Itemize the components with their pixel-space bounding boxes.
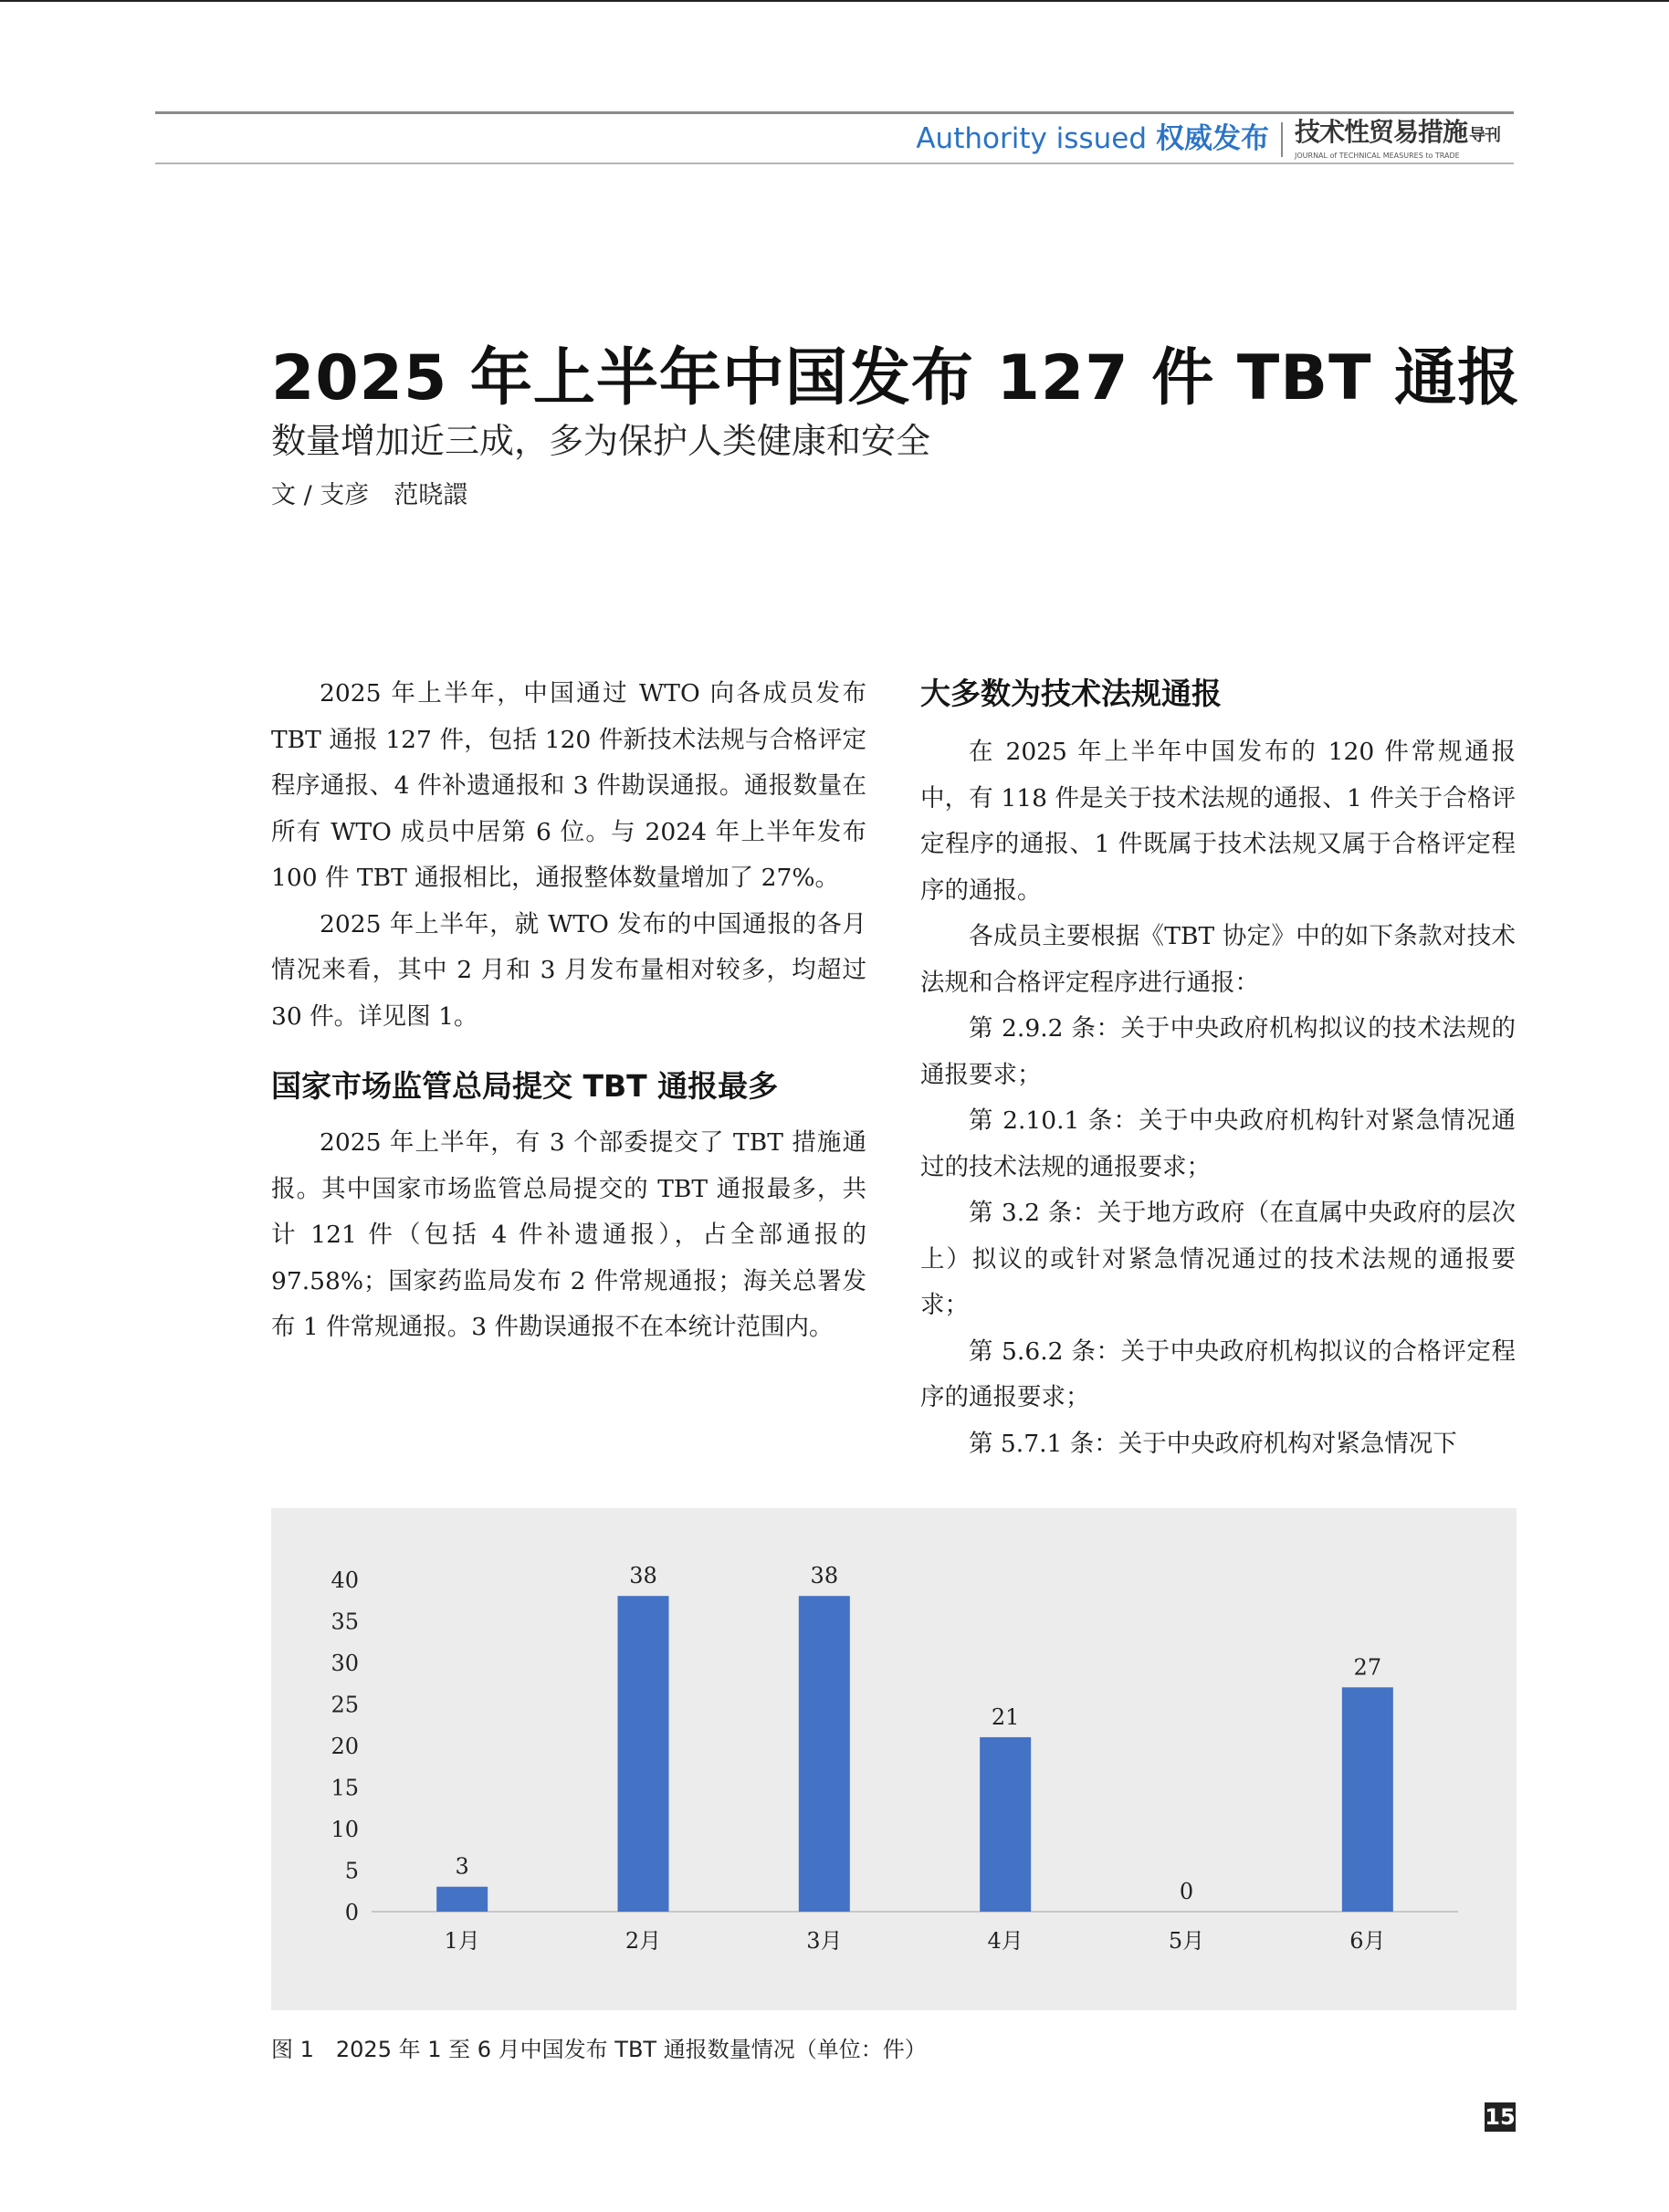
- y-tick-label: 25: [331, 1692, 359, 1718]
- figure-chart: [271, 1508, 1517, 2010]
- header-rule-secondary: [155, 162, 1514, 164]
- y-tick-label: 5: [344, 1858, 359, 1884]
- paragraph: 第 3.2 条：关于地方政府（在直属中央政府的层次上）拟议的或针对紧急情况通过的技术法规的通报要求；: [920, 1199, 1516, 1319]
- y-tick-label: 40: [331, 1567, 359, 1593]
- header-rule: [155, 111, 1514, 114]
- y-tick-label: 0: [344, 1900, 359, 1925]
- figure-caption: 图 1 2025 年 1 至 6 月中国发布 TBT 通报数量情况（单位：件）: [271, 2037, 927, 2062]
- journal-logo: [1295, 117, 1514, 162]
- paragraph: 第 2.9.2 条：关于中央政府机构拟议的技术法规的通报要求；: [920, 1014, 1516, 1089]
- x-tick-label: 4月: [987, 1928, 1023, 1954]
- paragraph: 在 2025 年上半年中国发布的 120 件常规通报中，有 118 件是关于技术法规的通报、1 件关于合格评定程序的通报、1 件既属于技术法规又属于合格评定程序的通报。: [920, 738, 1516, 905]
- bar: [980, 1737, 1031, 1912]
- paragraph: 2025 年上半年，有 3 个部委提交了 TBT 措施通报。其中国家市场监管总局提交的 TBT 通报最多，共计 121 件（包括 4 件补遗通报），占全部通报的 97.58%；国家药监局发布 2 件常规通报；海关总署发布 1 件常规通报。3 件勘误通报不在本统计范围内。: [271, 1128, 866, 1341]
- bar: [1342, 1687, 1393, 1912]
- article-subtitle: 数量增加近三成，多为保护人类健康和安全: [271, 421, 931, 461]
- paragraph: 各成员主要根据《TBT 协定》中的如下条款对技术法规和合格评定程序进行通报：: [920, 922, 1516, 997]
- bar-chart: [271, 1508, 1517, 2010]
- y-tick-label: 10: [331, 1817, 359, 1842]
- paragraph: 第 5.6.2 条：关于中央政府机构拟议的合格评定程序的通报要求；: [920, 1337, 1516, 1411]
- paragraph: 2025 年上半年，中国通过 WTO 向各成员发布 TBT 通报 127 件，包括 120 件新技术法规与合格评定程序通报、4 件补遗通报和 3 件勘误通报。通报数量在所有 WTO 成员中居第 6 位。与 2024 年上半年发布 100 件 TBT 通报相比，通报整体数量增加了 27%。: [271, 679, 866, 892]
- article-title: 2025 年上半年中国发布 127 件 TBT 通报: [271, 342, 1521, 414]
- bar: [799, 1596, 850, 1912]
- data-label: 38: [629, 1563, 657, 1589]
- x-tick-label: 6月: [1349, 1928, 1386, 1954]
- paragraph: 第 2.10.1 条：关于中央政府机构针对紧急情况通过的技术法规的通报要求；: [920, 1106, 1516, 1181]
- section-label-en: Authority issued: [916, 122, 1147, 155]
- left-column: [271, 671, 866, 1351]
- journal-name: 技术性贸易措施: [1295, 117, 1468, 147]
- paragraph: 第 5.7.1 条：关于中央政府机构对紧急情况下: [969, 1429, 1457, 1458]
- x-tick-label: 1月: [444, 1928, 480, 1954]
- data-label: 38: [810, 1563, 839, 1589]
- page-number: 15: [1485, 2104, 1516, 2130]
- journal-name-en: JOURNAL of TECHNICAL MEASURES to TRADE: [1295, 152, 1460, 160]
- section-heading: 大多数为技术法规通报: [920, 676, 1222, 711]
- journal-suffix: 导刊: [1469, 126, 1501, 145]
- x-tick-label: 3月: [806, 1928, 843, 1954]
- right-column: [920, 671, 1516, 1467]
- data-label: 27: [1353, 1654, 1382, 1681]
- x-tick-label: 2月: [625, 1928, 662, 1954]
- page-top-border: [0, 0, 1669, 2]
- data-label: 0: [1179, 1879, 1194, 1904]
- y-tick-label: 20: [331, 1734, 359, 1759]
- bar: [436, 1887, 488, 1912]
- bar: [618, 1596, 669, 1912]
- x-tick-label: 5月: [1168, 1928, 1205, 1954]
- header-divider: [1281, 122, 1283, 157]
- data-label: 21: [991, 1704, 1020, 1730]
- paragraph: 2025 年上半年，就 WTO 发布的中国通报的各月情况来看，其中 2 月和 3 月发布量相对较多，均超过 30 件。详见图 1。: [271, 909, 866, 1031]
- y-tick-label: 35: [331, 1609, 359, 1635]
- y-tick-label: 30: [331, 1651, 359, 1676]
- data-label: 3: [455, 1853, 469, 1880]
- section-label: [916, 117, 1269, 161]
- y-tick-label: 15: [331, 1775, 359, 1801]
- article-author: 文 / 支彦 范晓譞: [271, 481, 468, 509]
- section-heading: 国家市场监管总局提交 TBT 通报最多: [271, 1068, 779, 1104]
- section-label-cn: 权威发布: [1156, 122, 1269, 155]
